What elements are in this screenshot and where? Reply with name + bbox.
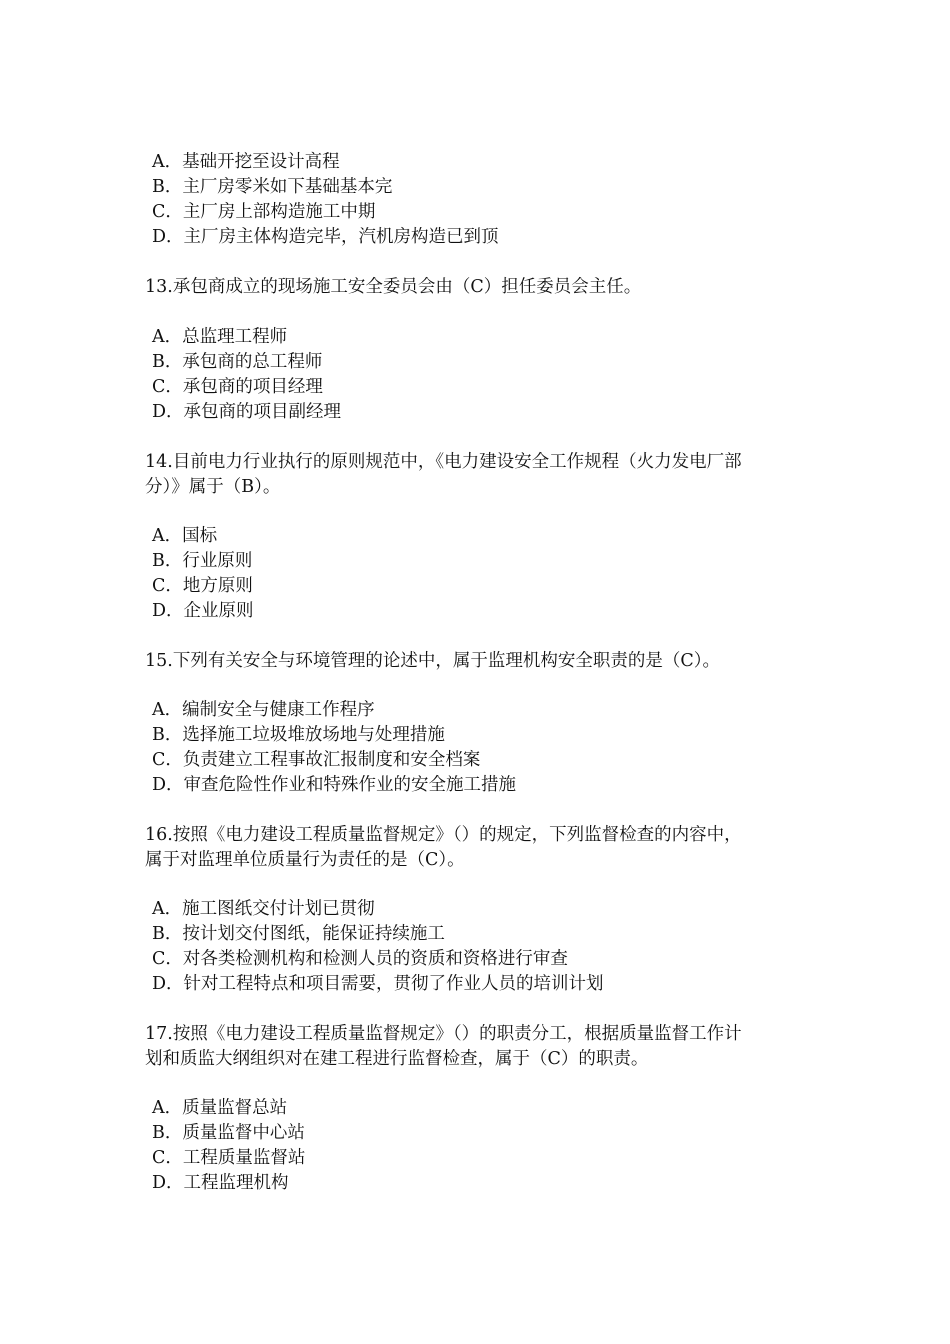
option-c: C．对各类检测机构和检测人员的资质和资格进行审查 (152, 949, 568, 969)
option-d: D．主厂房主体构造完毕，汽机房构造已到顶 (152, 227, 499, 247)
option-d: D．企业原则 (152, 601, 254, 621)
option-d: D．工程监理机构 (152, 1173, 289, 1193)
question-text: 13.承包商成立的现场施工安全委员会由（C）担任委员会主任。 (145, 277, 642, 297)
option-c: C．工程质量监督站 (152, 1148, 306, 1168)
option-b: B．按计划交付图纸，能保证持续施工 (152, 924, 445, 944)
option-d: D．针对工程特点和项目需要，贯彻了作业人员的培训计划 (152, 974, 604, 994)
option-a: A．编制安全与健康工作程序 (152, 700, 375, 720)
option-b: B．质量监督中心站 (152, 1123, 305, 1143)
option-d: D．审查危险性作业和特殊作业的安全施工措施 (152, 775, 517, 795)
question-text: 15.下列有关安全与环境管理的论述中，属于监理机构安全职责的是（C）。 (145, 651, 720, 671)
option-a: A．基础开挖至设计高程 (152, 152, 340, 172)
option-a: A．国标 (152, 526, 218, 546)
option-c: C．负责建立工程事故汇报制度和安全档案 (152, 750, 481, 770)
question-text: 16.按照《电力建设工程质量监督规定》（）的规定，下列监督检查的内容中， (145, 825, 742, 845)
option-c: C．承包商的项目经理 (152, 377, 323, 397)
option-a: A．质量监督总站 (152, 1098, 288, 1118)
option-c: C．地方原则 (152, 576, 253, 596)
question-text-continued: 属于对监理单位质量行为责任的是（C）。 (145, 850, 465, 870)
option-a: A．总监理工程师 (152, 327, 288, 347)
option-d: D．承包商的项目副经理 (152, 402, 342, 422)
question-text: 14.目前电力行业执行的原则规范中，《电力建设安全工作规程（火力发电厂部 (145, 452, 742, 472)
option-a: A．施工图纸交付计划已贯彻 (152, 899, 375, 919)
option-b: B．承包商的总工程师 (152, 352, 323, 372)
question-text-continued: 分）》属于（B）。 (145, 477, 281, 497)
question-text-continued: 划和质监大纲组织对在建工程进行监督检查，属于（C）的职责。 (145, 1049, 649, 1069)
option-b: B．选择施工垃圾堆放场地与处理措施 (152, 725, 445, 745)
option-b: B．主厂房零米如下基础基本完 (152, 177, 393, 197)
question-text: 17.按照《电力建设工程质量监督规定》（）的职责分工，根据质量监督工作计 (145, 1024, 742, 1044)
option-b: B．行业原则 (152, 551, 253, 571)
option-c: C．主厂房上部构造施工中期 (152, 202, 376, 222)
